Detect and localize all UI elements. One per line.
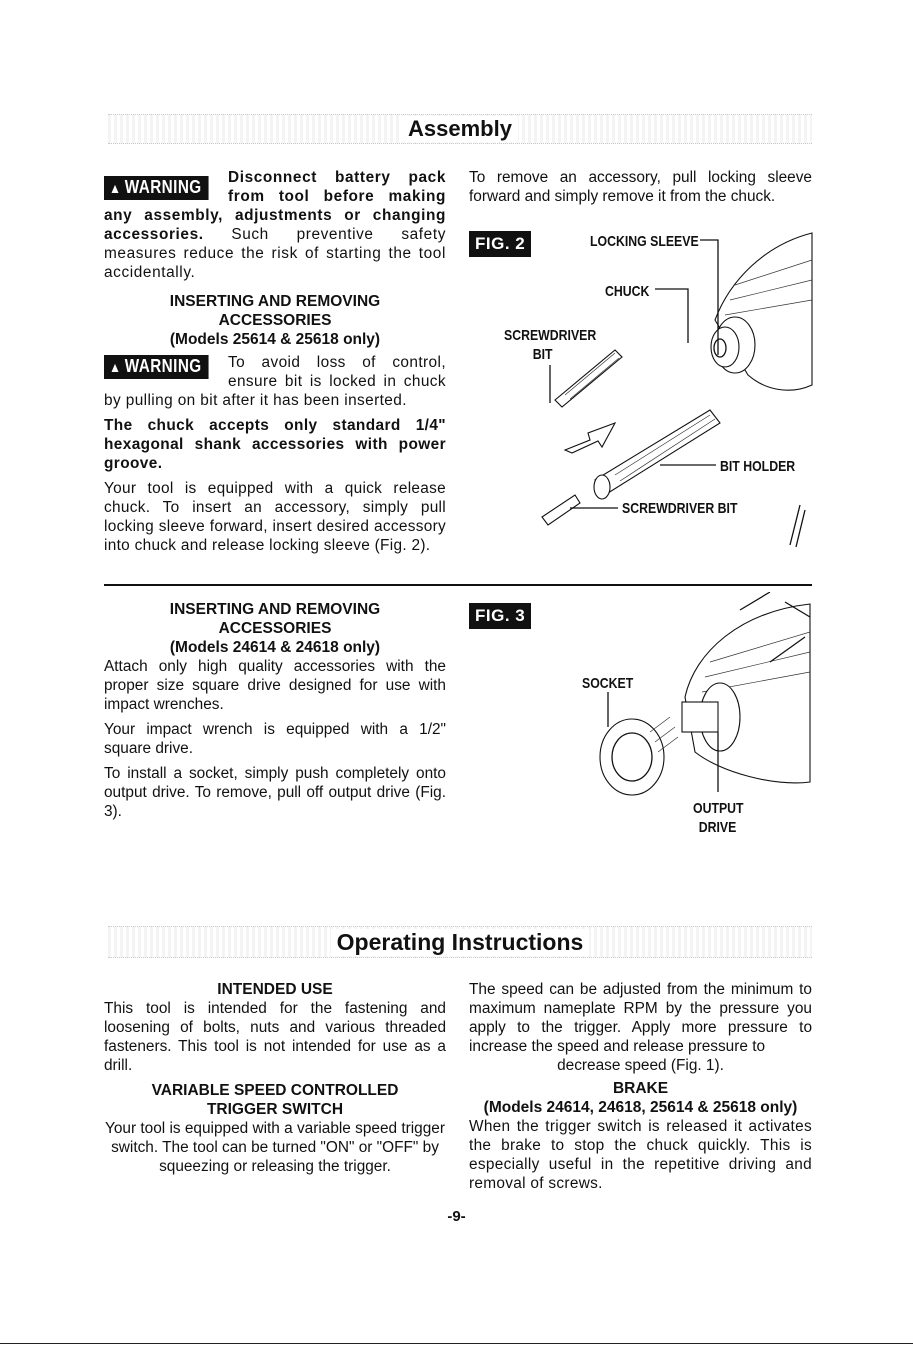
socket-shape: [600, 719, 664, 795]
assembly-left-column: [104, 168, 446, 555]
section-divider: [104, 584, 812, 586]
square-drive-text: Your impact wrench is equipped with a 1/2" square drive.: [104, 721, 446, 757]
bottom-bit-shape: [542, 495, 580, 525]
insert2-heading: INSERTING AND REMOVING ACCESSORIES (Models 24614 & 24618 only): [169, 601, 381, 656]
warning-label-2: ▲ WARNING: [104, 355, 208, 379]
assembly-section-bar: [108, 114, 812, 144]
fig3-output-drive-label: OUTPUT DRIVE: [693, 800, 744, 836]
fig2-label: FIG. 2: [469, 231, 531, 257]
brake-heading: BRAKE: [612, 1080, 669, 1097]
fig3-illustration: [570, 592, 815, 802]
warning-1-text: Such preventive safety measures reduce the risk of starting the tool accidentally.: [104, 226, 446, 281]
speed-text: The speed can be adjusted from the minimum to maximum nameplate RPM by the pressure you apply to the trigger. Apply more pressure to increase the speed and release pressure to: [469, 981, 812, 1055]
bottom-border: [0, 1343, 913, 1344]
variable-speed-text: Your tool is equipped with a variable speed trigger switch. The tool can be turned "ON" or "OFF" by squeezing or releasing the trigger.: [105, 1120, 445, 1175]
warning-triangle-icon: ▲: [109, 180, 122, 196]
warning-badge-1: [104, 176, 216, 200]
socket-column: [104, 600, 446, 821]
wrench-body: [685, 604, 810, 783]
brake-text: When the trigger switch is released it activates the brake to stop the chuck quickly. This is especially useful in the repetitive driving and removal of screws.: [469, 1118, 812, 1192]
assembly-title: Assembly: [402, 116, 518, 142]
remove-accessory-text: To remove an accessory, pull locking sleeve forward and simply remove it from the chuck.: [469, 169, 812, 205]
warning-1-lead: Disconnect battery pack from tool before making any assembly, adjustments or changing accessories.: [104, 169, 446, 243]
speed-text-last: decrease speed (Fig. 1).: [557, 1057, 724, 1074]
warning-2-text: To avoid loss of control, ensure bit is locked in chuck by pulling on bit after it has been inserted.: [104, 354, 446, 409]
brake-models: (Models 24614, 24618, 25614 & 25618 only): [483, 1099, 798, 1116]
insert-arrow-shape: [565, 423, 615, 453]
fig2-screwdriver-bit-top-label: SCREWDRIVER BIT: [504, 327, 597, 363]
operating-right-column: [469, 980, 812, 1193]
output-drive-shape: [682, 702, 718, 732]
operating-section-bar: [108, 926, 812, 958]
intended-use-text: This tool is intended for the fastening and loosening of bolts, nuts and various threaded fasteners. This tool is not intended for use as a drill.: [104, 1000, 446, 1074]
fig3-label: FIG. 3: [469, 603, 531, 629]
chuck-note: The chuck accepts only standard 1/4" hexagonal shank accessories with power groove.: [104, 417, 446, 472]
insert1-heading: INSERTING AND REMOVING ACCESSORIES (Models 25614 & 25618 only): [169, 293, 381, 348]
operating-left-column: [104, 980, 446, 1176]
page-number: -9-: [447, 1208, 466, 1225]
install-socket-text: To install a socket, simply push completely onto output drive. To remove, pull off output drive (Fig. 3).: [104, 765, 446, 820]
fig2-bit-holder-label: BIT HOLDER: [720, 458, 796, 475]
operating-title: Operating Instructions: [331, 929, 590, 956]
fig2-locking-sleeve-label: LOCKING SLEEVE: [590, 233, 699, 250]
attach-text: Attach only high quality accessories with the proper size square drive designed for use with impact wrenches.: [104, 658, 446, 713]
fig2-chuck-label: CHUCK: [605, 283, 650, 300]
warning-label-1: ▲ WARNING: [104, 176, 208, 200]
warning-badge-2: [104, 355, 216, 379]
warning-triangle-icon: ▲: [109, 359, 122, 375]
assembly-right-column: [469, 168, 812, 206]
bit-holder-shape: [595, 410, 720, 493]
warning-block-2: [104, 353, 446, 410]
fig2-screwdriver-bit-bottom-label: SCREWDRIVER BIT: [622, 500, 738, 517]
warning-block-1: [104, 168, 446, 282]
intended-use-heading: INTENDED USE: [217, 981, 333, 998]
fig3-socket-label: SOCKET: [582, 675, 634, 692]
variable-speed-heading: VARIABLE SPEED CONTROLLED TRIGGER SWITCH: [151, 1082, 399, 1118]
chuck-shape: [711, 327, 739, 367]
quick-release-text: Your tool is equipped with a quick release chuck. To insert an accessory, simply pull locking sleeve forward, insert desired accessory into chuck and release locking sleeve (Fig. 2).: [104, 480, 446, 554]
